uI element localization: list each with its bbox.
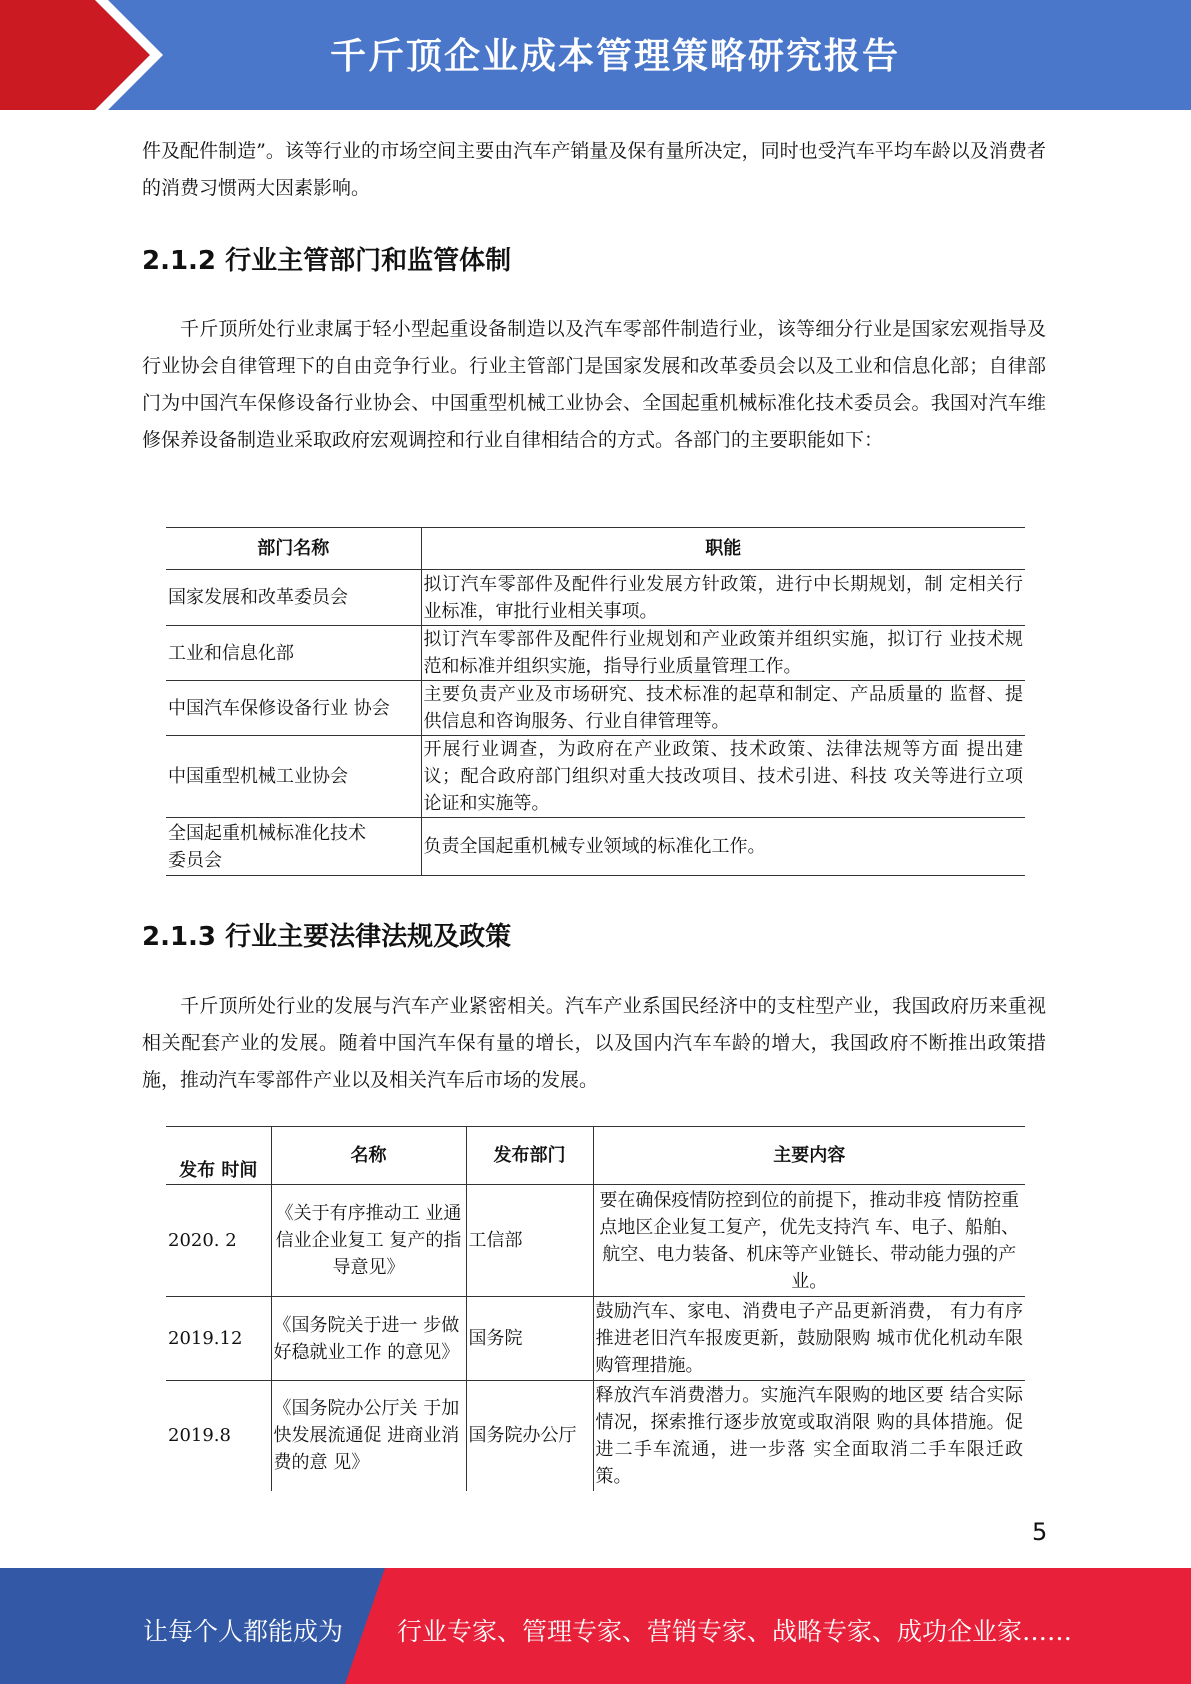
dept-cell: 国家发展和改革委员会 [166,570,421,626]
content-cell: 释放汽车消费潜力。实施汽车限购的地区要 结合实际情况，探索推行逐步放宽或取消限 购的具体措施。促进二手车流通，进一步落 实全面取消二手车限迁政策。 [595,1384,1023,1487]
column-header: 发布部门 [466,1127,593,1185]
footer-slogan-right: 行业专家、管理专家、营销专家、战略专家、成功企业家…… [397,1617,1073,1646]
column-header: 职能 [705,538,742,559]
section-213-paragraph: 千斤顶所处行业的发展与汽车产业紧密相关。汽车产业系国民经济中的支柱型产业，我国政府历来重视相关配套产业的发展。随着中国汽车保有量的增长，以及国内汽车车龄的增大，我国政府不断推出政策措施，推动汽车零部件产业以及相关汽车后市场的发展。 [142,995,1046,1091]
dept-cell: 工业和信息化部 [166,626,421,681]
departments-table [166,527,1025,876]
duty-cell: 负责全国起重机械专业领域的标准化工作。 [423,836,766,857]
section-212 [142,240,1046,277]
table-row [166,818,1025,876]
page-footer [0,1568,1191,1684]
section-212-paragraph: 千斤顶所处行业隶属于轻小型起重设备制造以及汽车零部件制造行业，该等细分行业是国家宏观指导及行业协会自律管理下的自由竞争行业。行业主管部门是国家发展和改革委员会以及工业和信息化部；自律部门为中国汽车保修设备行业协会、中国重型机械工业协会、全国起重机械标准化技术委员会。我国对汽车维修保养设备制造业采取政府宏观调控和行业自律相结合的方式。各部门的主要职能如下： [142,318,1046,451]
name-cell: 《国务院关于进一 步做好稳就业工作 的意见》 [271,1297,466,1381]
column-header: 主要内容 [773,1145,846,1166]
content-cell: 鼓励汽车、家电、消费电子产品更新消费， 有力有序推进老旧汽车报废更新，鼓励限购 城市优化机动车限购管理措施。 [595,1301,1023,1376]
footer-slogan-left: 让每个人都能成为 [143,1617,344,1646]
dept-cell: 工信部 [466,1185,593,1297]
table-header-row [166,528,1025,570]
name-cell: 《国务院办公厅关 于加快发展流通促 进商业消费的意 见》 [271,1381,466,1491]
section-212-body [142,311,1046,459]
duty-cell: 拟订汽车零部件及配件行业发展方针政策，进行中长期规划，制 定相关行业标准，审批行业相关事项。 [423,573,1023,622]
page-header [0,0,1191,110]
table-row [166,1297,1025,1381]
content-cell: 要在确保疫情防控到位的前提下，推动非疫 情防控重点地区企业复工复产，优先支持汽 车、电子、船舶、航空、电力装备、机床等产业链长、带动能力强的产业。 [599,1189,1020,1292]
intro-paragraph: 件及配件制造”。该等行业的市场空间主要由汽车产销量及保有量所决定，同时也受汽车平均车龄以及消费者的消费习惯两大因素影响。 [142,140,1046,199]
section-213-body [142,988,1046,1099]
duty-cell: 拟订汽车零部件及配件行业规划和产业政策并组织实施，拟订行 业技术规范和标准并组织实施，指导行业质量管理工作。 [423,629,1023,677]
date-cell: 2019.8 [166,1381,271,1491]
dept-cell: 中国重型机械工业协会 [166,736,421,818]
table-row [166,681,1025,736]
section-213-heading: 2.1.3 行业主要法律法规及政策 [142,922,512,952]
section-213 [142,916,1046,953]
dept-cell: 国务院办公厅 [466,1381,593,1491]
dept-cell: 中国汽车保修设备行业 协会 [166,681,421,736]
column-header: 名称 [271,1127,466,1185]
policies-table [166,1126,1025,1491]
column-header: 发布 时间 [166,1127,271,1185]
table-row [166,626,1025,681]
duty-cell: 开展行业调查，为政府在产业政策、技术政策、法律法规等方面 提出建议；配合政府部门组织对重大技改项目、技术引进、科技 攻关等进行立项论证和实施等。 [423,739,1023,814]
name-cell: 《关于有序推动工 业通信业企业复工 复产的指导意见》 [271,1185,466,1297]
table-row [166,736,1025,818]
date-cell: 2020. 2 [166,1185,271,1297]
table-header-row [166,1127,1025,1185]
date-cell: 2019.12 [166,1297,271,1381]
column-header: 部门名称 [166,528,421,570]
dept-cell: 国务院 [466,1297,593,1381]
duty-cell: 主要负责产业及市场研究、技术标准的起草和制定、产品质量的 监督、提供信息和咨询服务、行业自律管理等。 [423,684,1023,732]
table-row [166,1185,1025,1297]
table-row [166,570,1025,626]
dept-cell: 全国起重机械标准化技术委员会 [166,818,421,876]
header-title: 千斤顶企业成本管理策略研究报告 [330,36,901,77]
page-number: 5 [1032,1518,1048,1546]
section-212-heading: 2.1.2 行业主管部门和监管体制 [142,246,512,276]
table-row [166,1381,1025,1491]
intro-block [142,133,1046,207]
